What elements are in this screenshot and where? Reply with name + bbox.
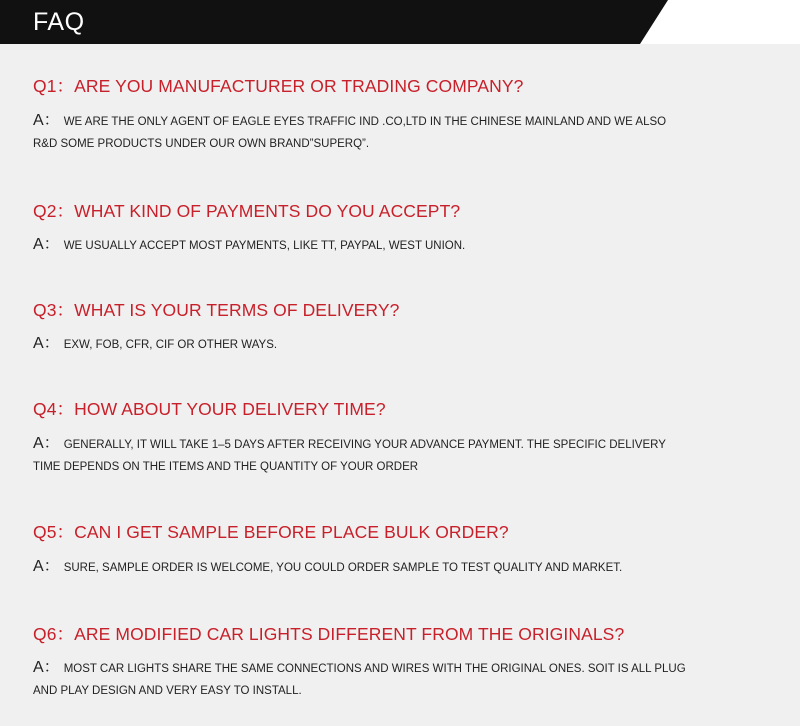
answer-text: WE ARE THE ONLY AGENT OF EAGLE EYES TRAFFIC IND .CO,LTD IN THE CHINESE MAINLAND AND WE ALSO R&D SOME PRODUCTS UNDER OUR OWN BRAND”SUPERQ”.: [33, 116, 667, 150]
answer-text: GENERALLY, IT WILL TAKE 1–5 DAYS AFTER RECEIVING YOUR ADVANCE PAYMENT. THE SPECIFIC DELIVERY TIME DEPENDS ON THE ITEMS AND THE QUANTITY OF YOUR ORDER: [33, 439, 666, 473]
header-banner: [0, 0, 800, 44]
answer-prefix: A：: [33, 236, 60, 253]
answer-text: SURE, SAMPLE ORDER IS WELCOME, YOU COULD ORDER SAMPLE TO TEST QUALITY AND MARKET.: [63, 562, 623, 574]
page-title: FAQ: [33, 8, 85, 36]
answer-prefix: A：: [33, 435, 60, 452]
faq-answer-5: [33, 556, 693, 579]
faq-answer-1: [33, 110, 693, 155]
faq-question-3: Q3：WHAT IS YOUR TERMS OF DELIVERY?: [33, 300, 400, 320]
faq-question-5: Q5：CAN I GET SAMPLE BEFORE PLACE BULK ORDER?: [33, 522, 509, 542]
answer-text: WE USUALLY ACCEPT MOST PAYMENTS, LIKE TT, PAYPAL, WEST UNION.: [63, 240, 466, 252]
faq-question-4: Q4：HOW ABOUT YOUR DELIVERY TIME?: [33, 399, 386, 419]
answer-prefix: A：: [33, 335, 60, 352]
answer-text: EXW, FOB, CFR, CIF OR OTHER WAYS.: [63, 339, 278, 351]
answer-prefix: A：: [33, 112, 60, 129]
faq-header: [0, 0, 800, 44]
answer-text: MOST CAR LIGHTS SHARE THE SAME CONNECTIONS AND WIRES WITH THE ORIGINAL ONES. SOIT IS ALL PLUG AND PLAY DESIGN AND VERY EASY TO INSTALL.: [33, 663, 686, 697]
faq-question-2: Q2：WHAT KIND OF PAYMENTS DO YOU ACCEPT?: [33, 201, 461, 221]
faq-question-6: Q6：ARE MODIFIED CAR LIGHTS DIFFERENT FROM THE ORIGINALS?: [33, 624, 625, 644]
faq-question-1: Q1：ARE YOU MANUFACTURER OR TRADING COMPANY?: [33, 76, 524, 96]
answer-prefix: A：: [33, 659, 60, 676]
faq-answer-4: [33, 433, 693, 478]
faq-answer-2: [33, 234, 693, 257]
faq-answer-6: [33, 657, 693, 702]
faq-answer-3: [33, 333, 693, 356]
answer-prefix: A：: [33, 558, 60, 575]
